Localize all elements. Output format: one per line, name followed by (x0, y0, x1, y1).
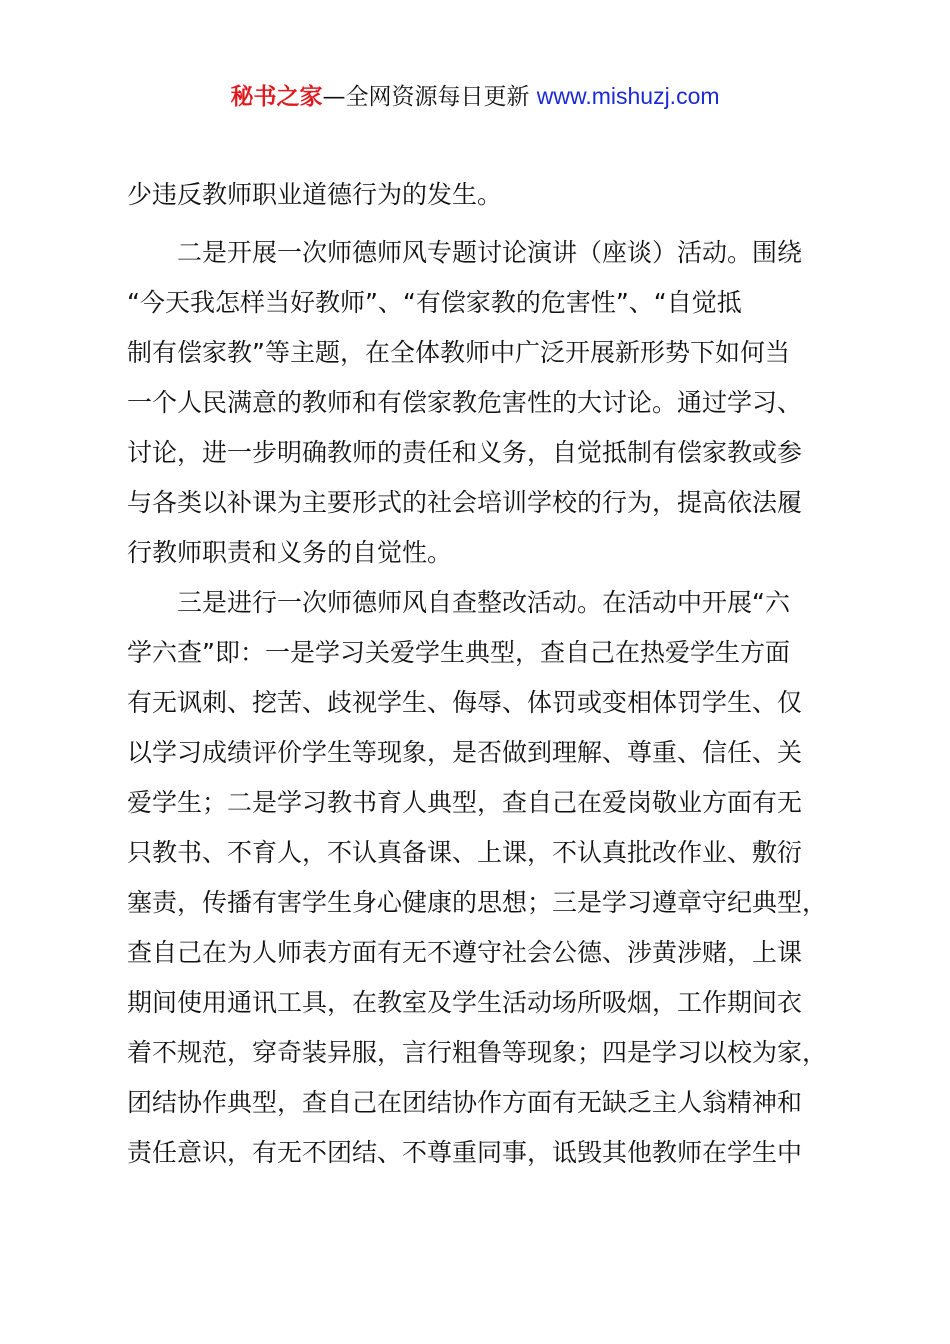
header-tagline: —全网资源每日更新 (322, 84, 530, 110)
text-line: 查自己在为人师表方面有无不遵守社会公德、涉黄涉赌，上课 (127, 938, 803, 967)
text-line: 爱学生；二是学习教书育人典型，查自己在爱岗敬业方面有无 (127, 788, 803, 817)
text-line: 与各类以补课为主要形式的社会培训学校的行为，提高依法履 (127, 488, 803, 517)
site-header (0, 80, 950, 113)
text-line: 期间使用通讯工具，在教室及学生活动场所吸烟，工作期间衣 (127, 988, 803, 1017)
text-line: 以学习成绩评价学生等现象，是否做到理解、尊重、信任、关 (127, 738, 803, 767)
text-line: 有无讽刺、挖苦、歧视学生、侮辱、体罚或变相体罚学生、仅 (127, 688, 803, 717)
brand-name: 秘书之家 (230, 84, 323, 110)
text-line: 学六查”即：一是学习关爱学生典型，查自己在热爱学生方面 (127, 638, 790, 667)
paragraph-start-line: 二是开展一次师德师风专题讨论演讲（座谈）活动。围绕 (177, 238, 803, 267)
text-line: 讨论，进一步明确教师的责任和义务，自觉抵制有偿家教或参 (127, 438, 803, 467)
text-line: 塞责，传播有害学生身心健康的思想；三是学习遵章守纪典型， (127, 888, 828, 917)
text-line: 团结协作典型，查自己在团结协作方面有无缺乏主人翁精神和 (127, 1088, 803, 1117)
text-line: 行教师职责和义务的自觉性。 (127, 538, 453, 567)
text-line: 制有偿家教”等主题，在全体教师中广泛开展新形势下如何当 (127, 338, 790, 367)
text-line: 少违反教师职业道德行为的发生。 (127, 180, 503, 209)
site-url-link[interactable]: www.mishuzj.com (536, 83, 720, 109)
text-line: 一个人民满意的教师和有偿家教危害性的大讨论。通过学习、 (127, 388, 803, 417)
text-line: 责任意识，有无不团结、不尊重同事，诋毁其他教师在学生中 (127, 1138, 803, 1167)
text-line: 只教书、不育人，不认真备课、上课，不认真批改作业、敷衍 (127, 838, 803, 867)
paragraph-start-line: 三是进行一次师德师风自查整改活动。在活动中开展“六 (177, 588, 790, 617)
text-line: “今天我怎样当好教师”、“有偿家教的危害性”、“自觉抵 (127, 288, 742, 317)
text-line: 着不规范，穿奇装异服，言行粗鲁等现象；四是学习以校为家， (127, 1038, 828, 1067)
